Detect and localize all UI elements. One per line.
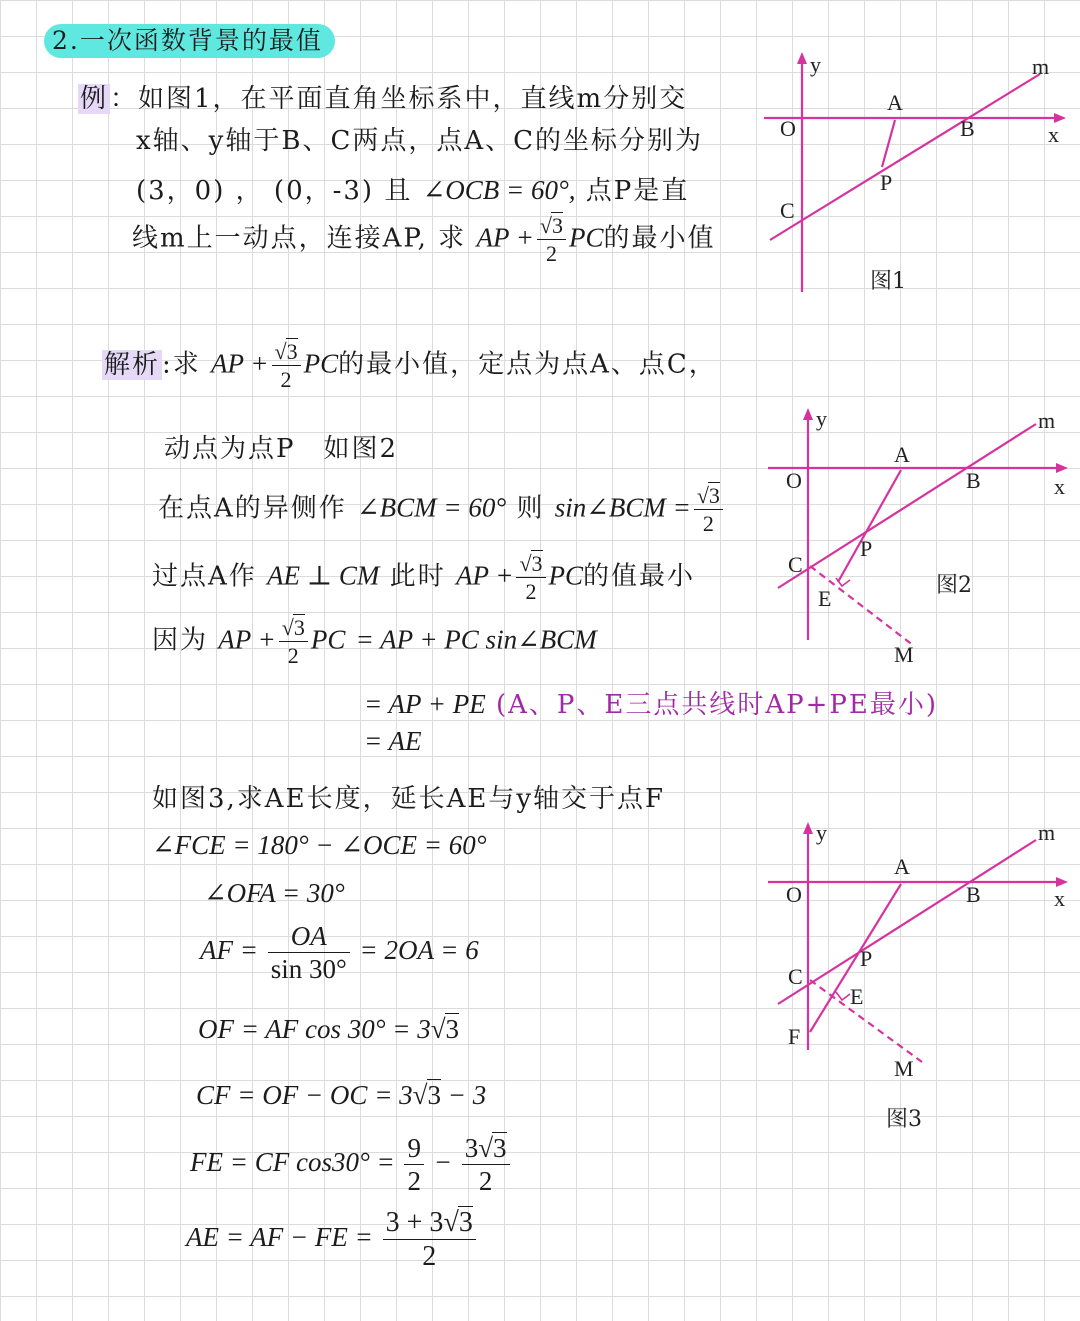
label-a: A [894,442,910,467]
label-x: x [1054,886,1065,911]
example-line-2: x轴、y轴于B、C两点，点A、C的坐标分别为 [136,126,704,156]
solution-line-12: OF = AF cos 30° = 3√3 [198,1014,460,1044]
label-c: C [788,552,803,577]
label-m-point: M [894,1056,914,1081]
label-m: m [1038,820,1056,845]
collinear-note: (A、P、E三点共线时AP+PE最小) [495,690,939,720]
solution-line-5: 因为 AP + $\frac{√3}{2}$ PC = AP + PC sin∠BCM [152,615,597,669]
solution-line-2: 动点为点P 如图2 [164,434,399,464]
solution-line-14: FE = CF cos30° = $\frac{9}{2}$ − $\frac{3√3}{2}$ [190,1134,513,1196]
fraction-sqrt3-over-2: $\frac{√3}{2}$ [537,214,566,265]
label-b: B [966,468,981,493]
line-m [770,74,1040,240]
segment-ap [882,120,895,167]
label-m: m [1032,54,1050,79]
label-p: P [860,536,873,561]
solution-line-3: 在点A的异侧作 ∠BCM = 60° 则 sin∠BCM = $\frac{√3}{2}$ [158,484,726,535]
fraction-oa-over-sin30: $\frac{OA}{\sin 30^\circ}$ [268,922,350,984]
fraction-9-over-2: $\frac{9}{2}$ [404,1134,424,1196]
fraction-final-ae: $\frac{3 + 3√3}{2}$ [383,1208,476,1272]
solution-label: 解析 [104,349,161,380]
label-b: B [960,116,975,141]
label-o: O [786,882,802,907]
solution-line-8: 如图3,求AE长度，延长AE与y轴交于点F [152,784,666,814]
label-o: O [786,468,802,493]
figure-1 [760,50,1070,310]
solution-line-1: 解析:求 AP + $\frac{√3}{2}$ PC的最小值，定点为点A、点C， [104,339,717,393]
example-line-4: 线m上一动点，连接AP, 求 AP + $\frac{√3}{2}$ PC的最小值 [132,213,716,267]
figure-2 [766,404,1076,674]
label-x: x [1048,122,1059,147]
solution-line-6: = AP + PE (A、P、E三点共线时AP+PE最小) [364,689,939,720]
segment-af [810,884,901,1032]
label-b: B [966,882,981,907]
solution-line-11: AF = $\frac{OA}{\sin 30^\circ}$ = 2OA = 6 [200,921,479,985]
solution-line-15: AE = AF − FE = $\frac{3 + 3√3}{2}$ [186,1208,479,1272]
fraction-sqrt3-over-2: $\frac{√3}{2}$ [272,340,301,391]
example-line-3: (3，0) ， (0，-3) 且 ∠OCB = 60°, 点P是直 [136,175,690,206]
label-x: x [1054,474,1065,499]
label-y: y [810,52,821,77]
right-angle-mark [836,578,850,586]
caption-fig3: 图3 [886,1107,922,1132]
solution-line-13: CF = OF − OC = 3√3 − 3 [196,1080,487,1110]
label-y: y [816,406,827,431]
label-y: y [816,820,827,845]
label-o: O [780,116,796,141]
fraction-sqrt3-over-2: $\frac{√3}{2}$ [694,484,723,535]
label-a: A [887,90,903,115]
solution-line-7: = AE [364,726,422,756]
label-e: E [818,586,832,611]
figure-3 [766,818,1076,1138]
label-m: m [1038,408,1056,433]
solution-line-10: ∠OFA = 30° [204,878,345,908]
fraction-sqrt3-over-2: $\frac{√3}{2}$ [279,616,308,667]
example-label: 例 [80,84,109,114]
fraction-3sqrt3-over-2: $\frac{3√3}{2}$ [462,1134,510,1196]
solution-line-9: ∠FCE = 180° − ∠OCE = 60° [152,830,487,860]
label-e: E [850,984,864,1009]
caption-fig2: 图2 [936,573,972,598]
right-angle-mark [836,992,850,1000]
label-c: C [780,198,795,223]
solution-line-4: 过点A作 AE ⊥ CM 此时 AP + $\frac{√3}{2}$ PC的值最小 [152,551,696,605]
section-title: 2.一次函数背景的最值 [44,24,335,58]
ray-cm [810,980,922,1062]
label-a: A [894,854,910,879]
label-c: C [788,964,803,989]
label-p: P [860,946,873,971]
fraction-sqrt3-over-2: $\frac{√3}{2}$ [516,552,545,603]
example-line-1: 例：如图1，在平面直角坐标系中，直线m分别交 [80,84,688,114]
label-m-point: M [894,642,914,667]
caption-fig1: 图1 [870,269,906,294]
label-p: P [880,170,893,195]
label-f: F [788,1024,801,1049]
segment-ae [838,470,901,582]
